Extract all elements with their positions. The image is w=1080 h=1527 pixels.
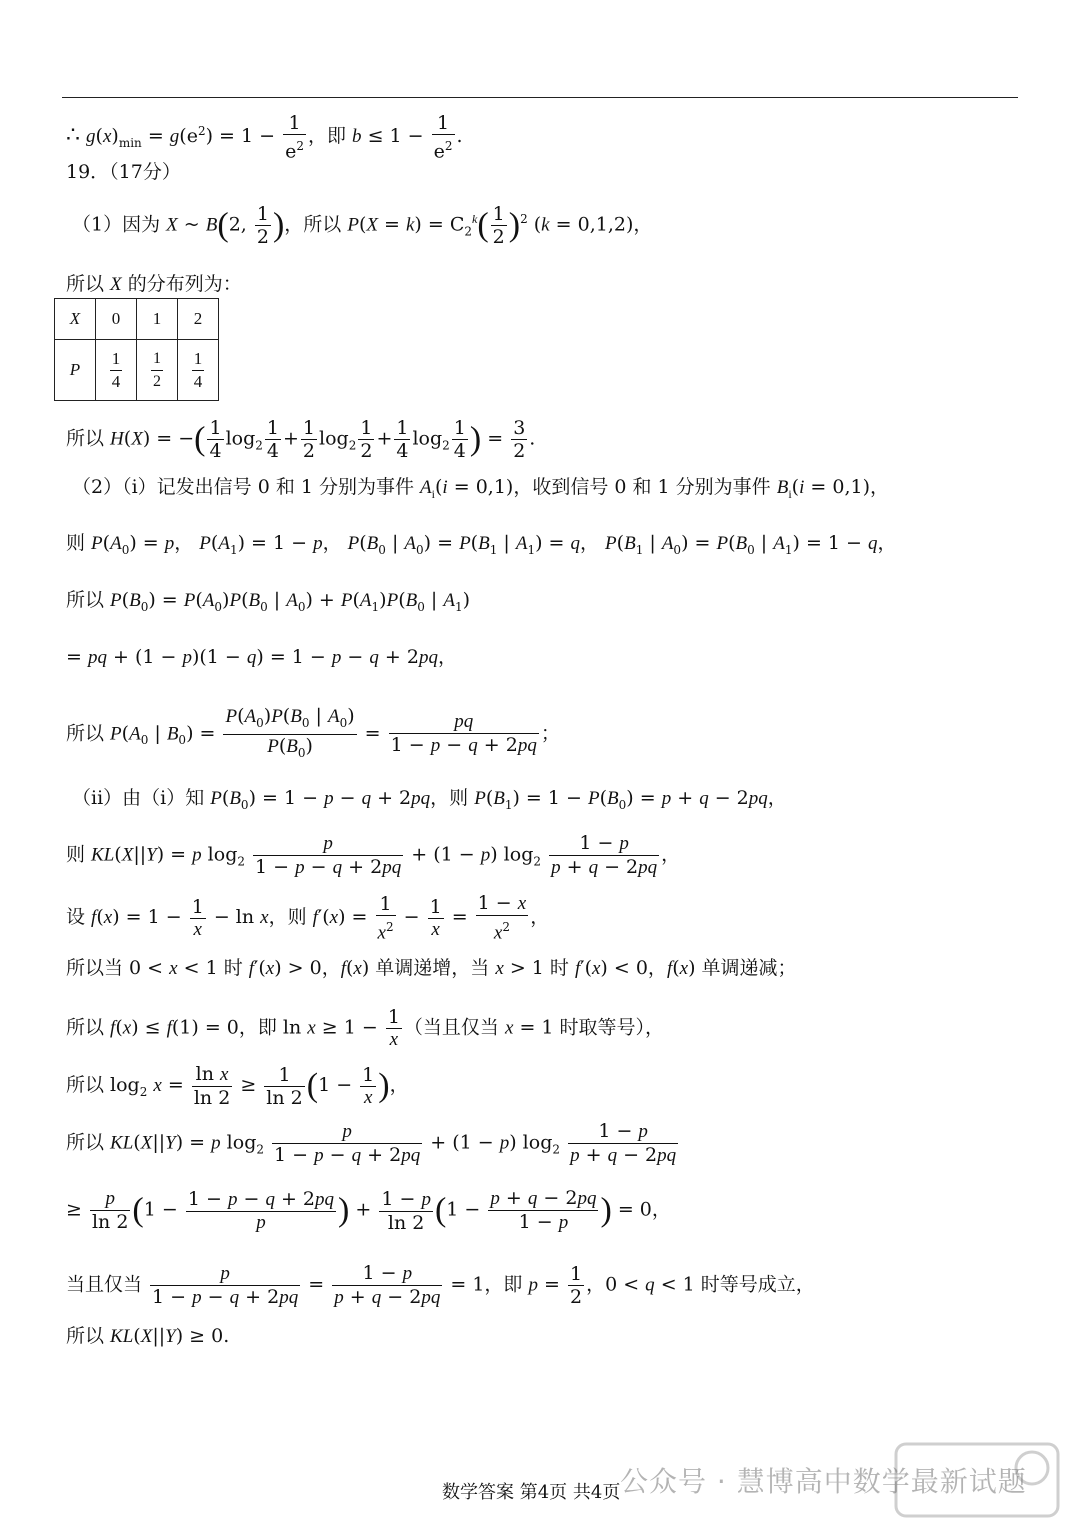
line-dist-intro: 所以 X 的分布列为： (66, 273, 242, 295)
line-equality: 当且仅当 $\frac{p}{1 - p - q + 2pq}$ = $\frac{1 - p}{p + q - 2pq}$ = 1，即 p = $\frac{1}{2}$ ，0 < q < 1 时等号成立， (66, 1262, 815, 1308)
table-header-cell: X (55, 299, 96, 340)
watermark-logo (892, 1440, 1062, 1520)
line-part2i: （2）（i）记发出信号 0 和 1 分别为事件 $A_i(i = 0,1)$，收到信号 0 和 1 分别为事件 $B_i(i = 0,1)$， (72, 476, 890, 501)
line-log2: 所以 $\log_2 x$ = $\frac{\text{ln x}}{\ln 2}$ ≥ $\frac{1}{\ln 2}$ (1 − $\frac{1}{x}$ )， (66, 1063, 409, 1109)
line-part2ii: （ii）由（i）知 $P(B_0) = 1 - p - q + 2pq$，则 $P(B_1) = 1 - P(B_0) = p + q - 2pq$， (72, 787, 787, 812)
line-conditions: 则 $P(A_0) = p$， $P(A_1) = 1 - p$， $P(B_0$ | $A_0) = P(B_1$ | $A_1) = q$， $P(B_1$ | $A_0) = P(B_0$ | $A_1) = 1 - q$， (66, 532, 897, 557)
table-row-label: P (55, 340, 96, 401)
page-footer: 数学答案 第4页 共4页 (442, 1482, 621, 1503)
table-header-cell: 2 (178, 299, 219, 340)
table-prob-cell: $\frac{1}{4}$ (96, 340, 137, 401)
table-header-cell: 1 (137, 299, 178, 340)
table-prob-cell: $\frac{1}{4}$ (178, 340, 219, 401)
line-kl1: 则 KL(X||Y) = p $\log_2$ $\frac{p}{1 - p - q + 2pq}$ + (1 − p) $\log_2$ $\frac{1 - p}{p + q - 2pq}$ ， (66, 832, 681, 878)
top-rule (62, 97, 1018, 98)
line-pb0-expand: = pq + (1 − p)(1 − q) = 1 − p − q + 2pq， (66, 646, 457, 668)
line-inequality: 所以 f(x) ≤ f(1) = 0，即 ln x ≥ 1 − $\frac{1}{x}$ （当且仅当 x = 1 时取等号）， (66, 1006, 665, 1050)
line-gmin: ∴ $g(x)_{min} = g(e^2) = 1$ − $\frac{1}{e^2}$ ，即 b ≤ 1 − $\frac{1}{e^2}$ . (66, 112, 463, 163)
line-conclusion: 所以 KL(X||Y) ≥ 0. (66, 1325, 230, 1347)
line-kl3: ≥ $\frac{p}{\ln 2}$ (1 − $\frac{1 - p - q + 2pq}{p}$ ) + $\frac{1 - p}{\ln 2}$ (1 − $\frac{p + q - 2pq}{1 - p}$ ) = 0， (66, 1187, 671, 1234)
line-entropy: 所以 H(X) = −( $\frac{1}{4}$ $\log_2$ $\frac{1}{4}$ + $\frac{1}{2}$ $\log_2$ $\frac{1}{2}$ + $\frac{1}{4}$ $\log_2$ $\frac{1}{4}$ ) = $\frac{3}{2}$ . (66, 417, 536, 462)
table-prob-cell: $\frac{1}{2}$ (137, 340, 178, 401)
watermark-text: 公众号 · 慧博高中数学最新试题 (620, 1465, 1027, 1498)
line-monotonic: 所以当 0 < x < 1 时 f′(x) > 0，f(x) 单调递增，当 x > 1 时 f′(x) < 0，f(x) 单调递减； (66, 957, 797, 979)
question-19: 19．（17分） (66, 161, 181, 183)
line-pb0: 所以 $P(B_0) = P(A_0)P(B_0$ | $A_0) + P(A_1)P(B_0$ | $A_1$) (66, 589, 471, 614)
table-header-cell: 0 (96, 299, 137, 340)
line-part1: （1）因为 X ~ B(2, $\frac{1}{2}$ )，所以 $P(X = k) = C_2^k$( $\frac{1}{2}$ )$^2$ (k = 0,1,2)， (72, 203, 653, 248)
distribution-table (54, 298, 219, 401)
line-pa0b0: 所以 $P(A_0$ | $B_0$) = $\frac{P(A_0)P(B_0 | A_0)}{P(B_0)}$ = $\frac{pq}{1 - p - q + 2pq}$ ； (66, 705, 560, 760)
line-fx: 设 f(x) = 1 − $\frac{1}{x}$ − ln x，则 f′(x) = $\frac{1}{x^2}$ − $\frac{1}{x}$ = $\frac{1 - x}{x^2}$ ， (66, 892, 550, 944)
line-kl2: 所以 KL(X||Y) = p $\log_2$ $\frac{p}{1 - p - q + 2pq}$ + (1 − p) $\log_2$ $\frac{1 - p}{p + q - 2pq}$ (66, 1120, 677, 1166)
